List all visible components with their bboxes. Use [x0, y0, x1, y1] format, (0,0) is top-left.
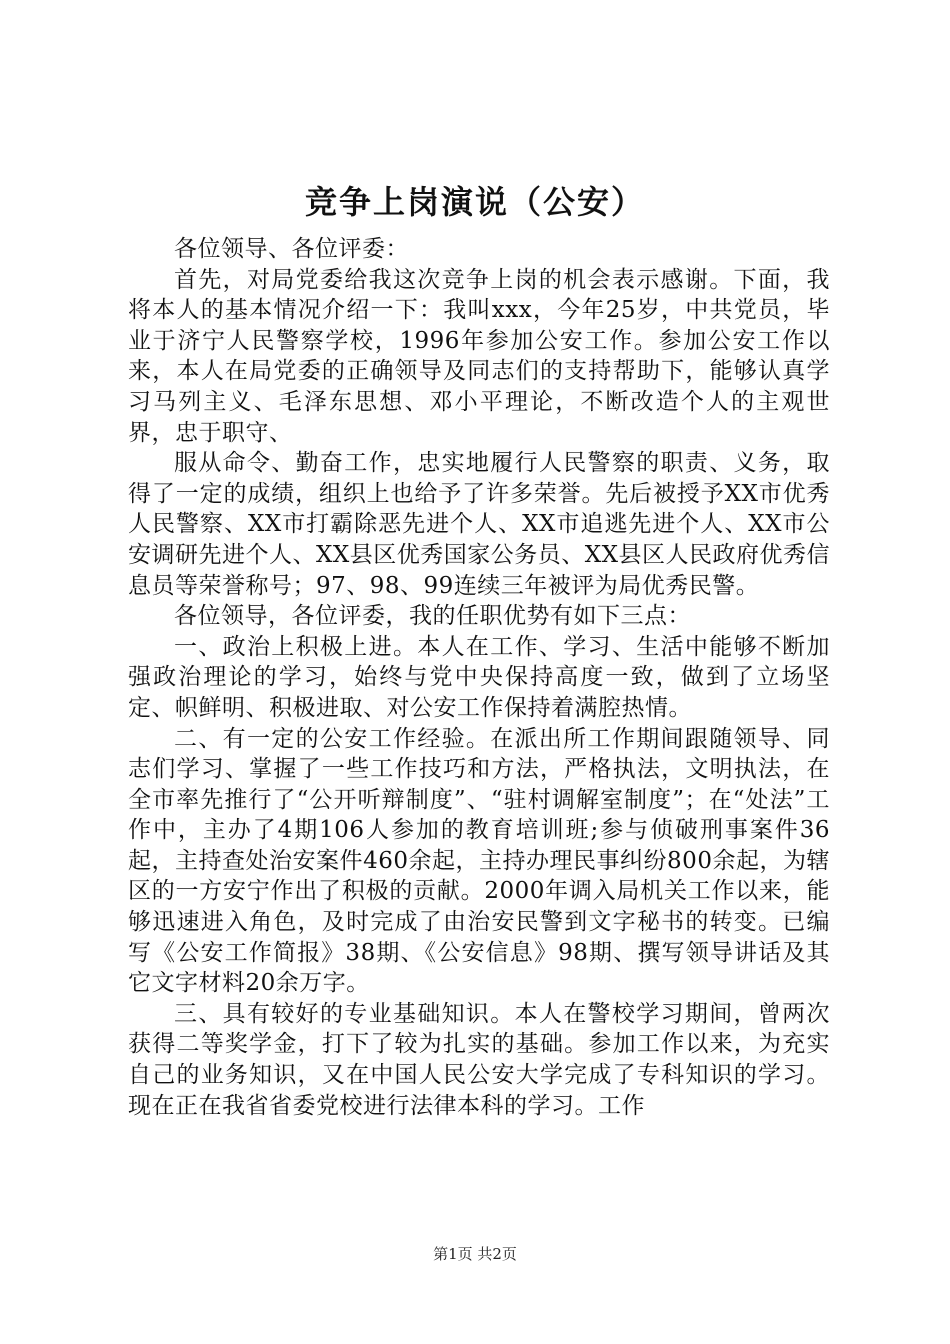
- paragraph-advantages-intro: 各位领导，各位评委，我的任职优势有如下三点：: [174, 603, 691, 630]
- paragraph-introduction: 首先，对局党委给我这次竞争上岗的机会表示感谢。下面，我将本人的基本情况介绍一下：我叫xxx，今年25岁，中共党员，毕业于济宁人民警察学校，1996年参加公安工作。参加公安工作以来，本人在局党委的正确领导及同志们的支持帮助下，能够认真学习马列主义、毛泽东思想、邓小平理论，不断改造个人的主观世界，忠于职守、: [128, 266, 830, 446]
- paragraph-advantage-two: 二、有一定的公安工作经验。在派出所工作期间跟随领导、同志们学习、掌握了一些工作技巧和方法，严格执法，文明执法，在全市率先推行了“公开听辩制度”、“驻村调解室制度”；在“处法”工作中，主办了4期106人参加的教育培训班;参与侦破刑事案件36起，主持查处治安案件460余起，主持办理民事纠纷800余起，为辖区的一方安宁作出了积极的贡献。2000年调入局机关工作以来，能够迅速进入角色，及时完成了由治安民警到文字秘书的转变。已编写《公安工作简报》38期、《公安信息》98期、撰写领导讲话及其它文字材料20余万字。: [128, 725, 830, 997]
- document-body: [128, 234, 830, 1121]
- document-title: 竞争上岗演说（公安）: [304, 183, 645, 221]
- paragraph-advantage-three: 三、具有较好的专业基础知识。本人在警校学习期间，曾两次获得二等奖学金，打下了较为扎实的基础。参加工作以来，为充实自己的业务知识，又在中国人民公安大学完成了专科知识的学习。现在正在我省省委党校进行法律本科的学习。工作: [128, 1000, 830, 1119]
- paragraph-honors: 服从命令、勤奋工作，忠实地履行人民警察的职责、义务，取得了一定的成绩，组织上也给予了许多荣誉。先后被授予XX市优秀人民警察、XX市打霸除恶先进个人、XX市追逃先进个人、XX市公安调研先进个人、XX县区优秀国家公务员、XX县区人民政府优秀信息员等荣誉称号；97、98、99连续三年被评为局优秀民警。: [128, 450, 830, 599]
- paragraph-salutation: 各位领导、各位评委：: [174, 236, 409, 262]
- paragraph-advantage-one: 一、政治上积极上进。本人在工作、学习、生活中能够不断加强政治理论的学习，始终与党中央保持高度一致，做到了立场坚定、帜鲜明、积极进取、对公安工作保持着满腔热情。: [128, 633, 830, 721]
- page-footer: 第1页 共2页: [433, 1245, 517, 1263]
